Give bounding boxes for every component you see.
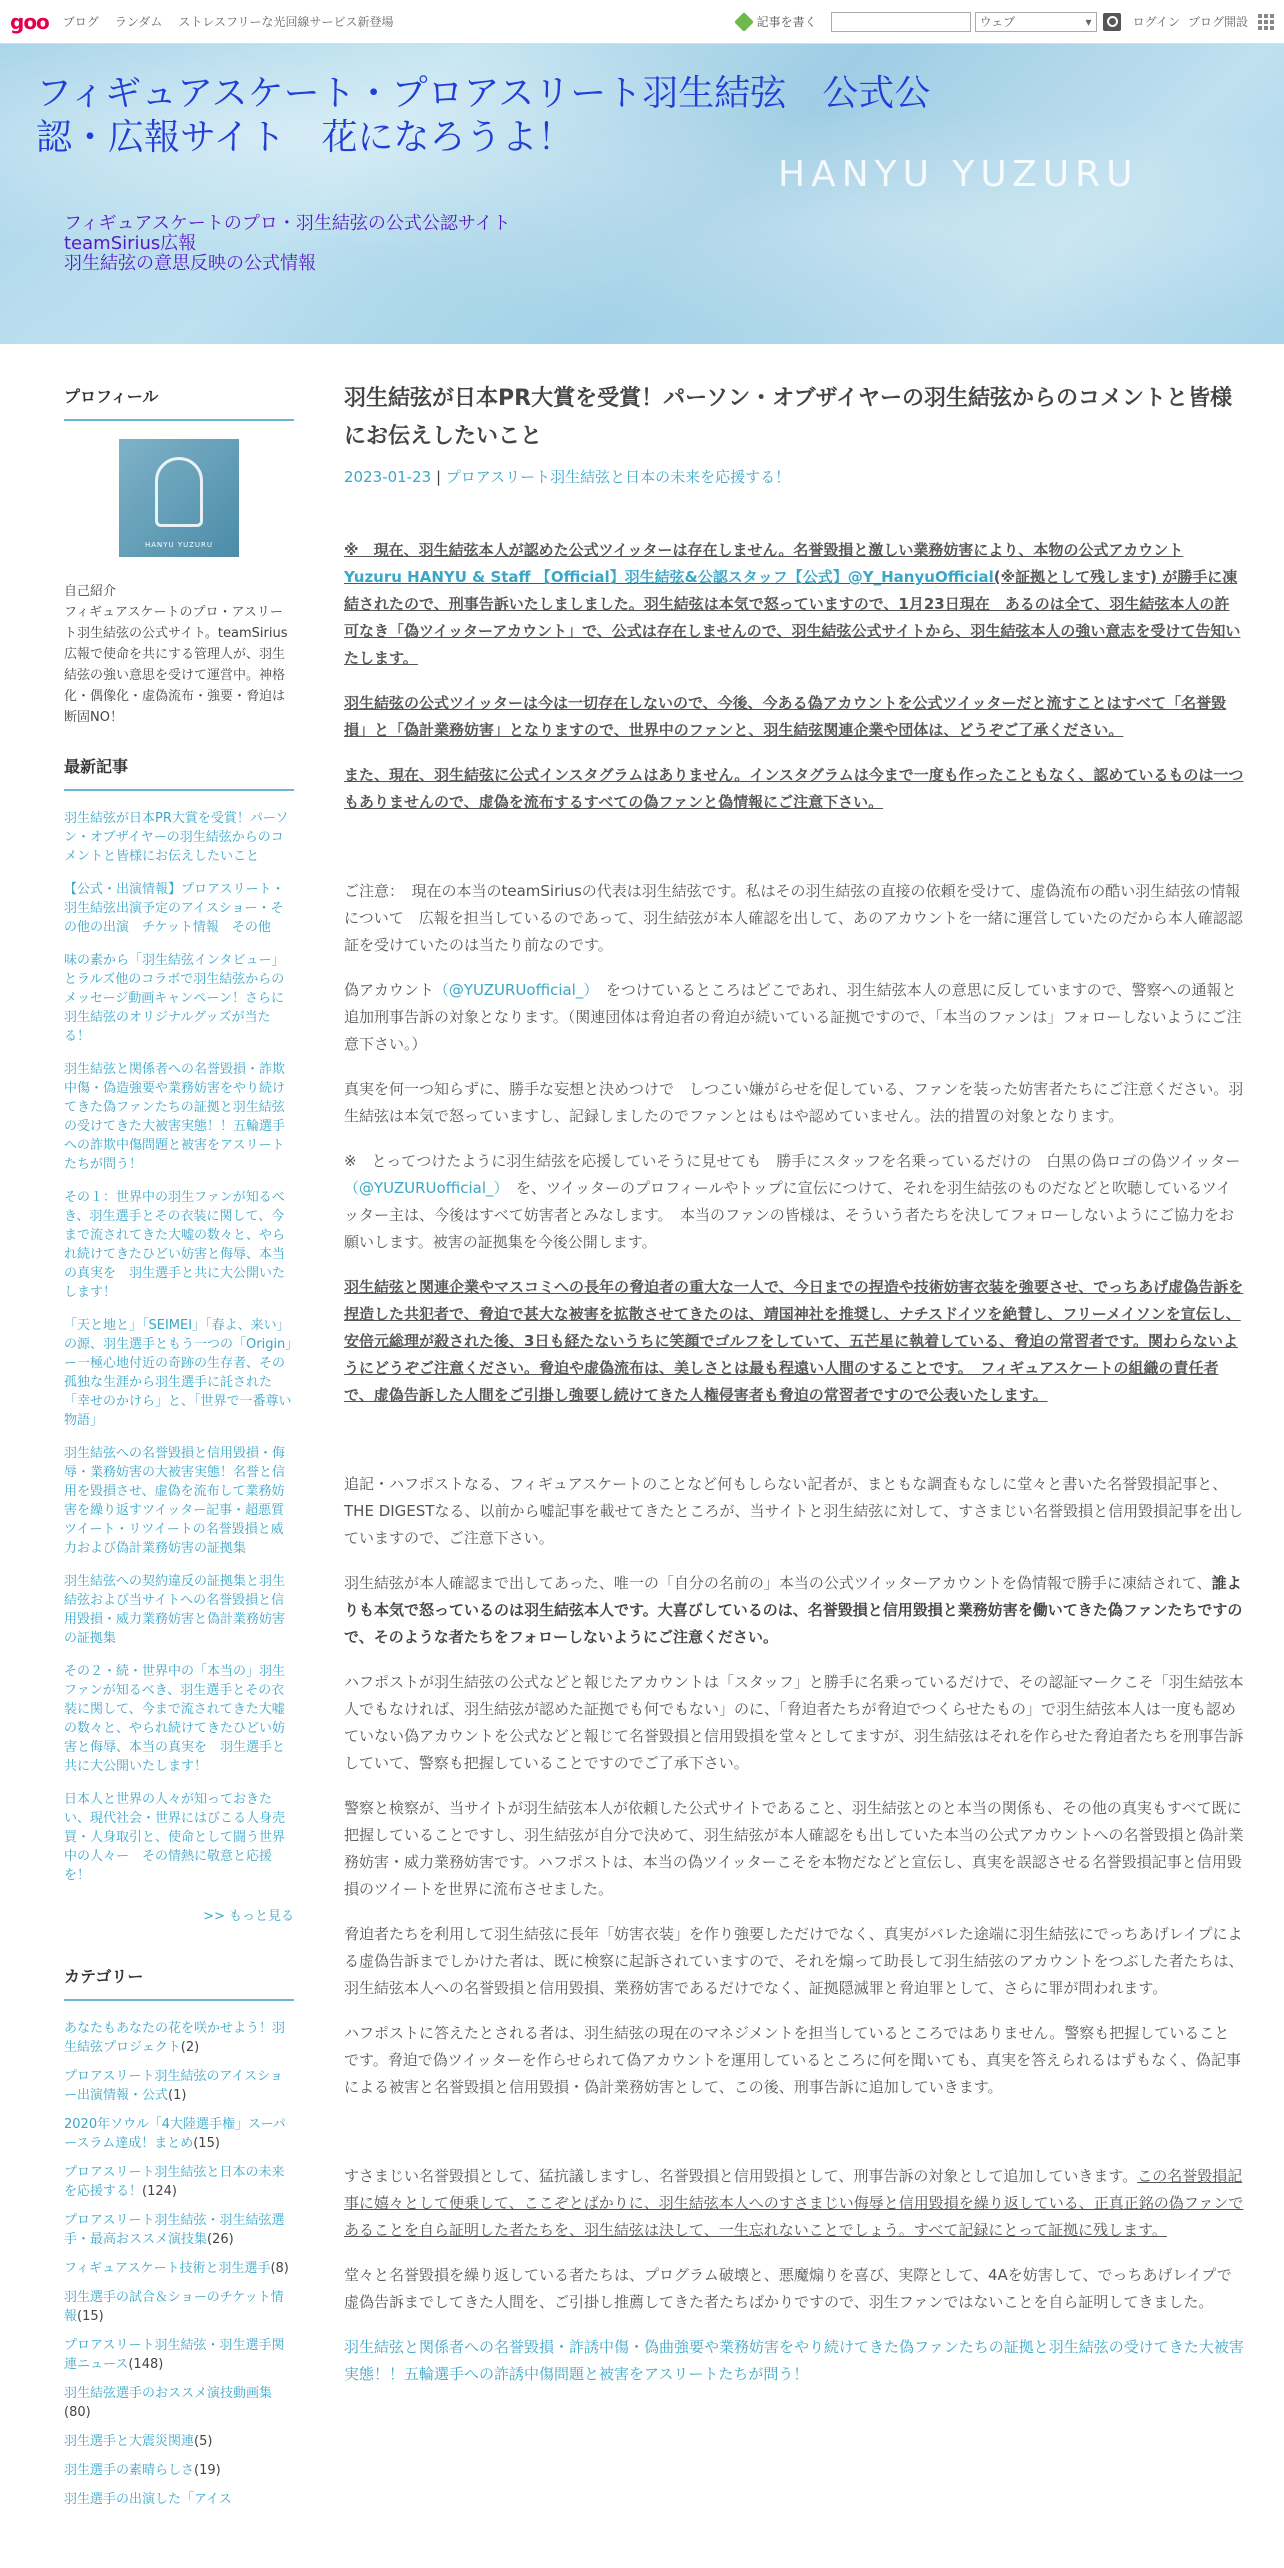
category-heading: カテゴリー <box>64 1964 294 2001</box>
site-title[interactable]: フィギュアスケート・プロアスリート羽生結弦 公式公認・広報サイト 花になろうよ！ <box>36 73 931 158</box>
recent-item[interactable]: その２・続・世界中の「本当の」羽生ファンが知るべき、羽生選手とその衣装に関して、今まで流されてきた大嘘の数々と、やられ続けてきたひどい妨害と侮辱、本当の真実を 羽生選手と共に大公開いたします！ <box>64 1664 286 1774</box>
category-item: 2020年ソウル「4大陸選手権」スーパースラム達成！まとめ(15) <box>64 2117 286 2151</box>
category-item: 羽生選手と大震災関連(5) <box>64 2434 213 2449</box>
category-item: あなたもあなたの花を咲かせよう！羽生結弦プロジェクト(2) <box>64 2021 286 2055</box>
recent-list <box>64 809 294 1885</box>
fake-account-link[interactable]: （@YUZURUofficial_） <box>433 981 591 999</box>
search-input[interactable] <box>831 12 971 32</box>
recent-item[interactable]: 羽生結弦への契約違反の証拠集と羽生結弦および当サイトへの名誉毀損と信用毀損・威力業務妨害と偽計業務妨害の証拠集 <box>64 1574 286 1646</box>
search-icon[interactable] <box>1103 13 1121 31</box>
body-paragraph: ※ とってつけたように羽生結弦を応援していそうに見せても 勝手にスタッフを名乗っているだけの 白黒の偽ロゴの偽ツイッター （@YUZURUofficial_） を、ツイッターのプロフィールやトップに宣伝につけて、それを羽生結弦のものだなどと吹聴しているツイッター主は、今後はすべて妨害者とみなします。 本当のファンの皆様は、そういう者たちを決してフォローしないようにご協力をお願いします。被害の証拠集を今後公開します。 <box>344 1152 1256 1251</box>
article-category[interactable]: プロアスリート羽生結弦と日本の未来を応援する！ <box>445 468 791 486</box>
body-paragraph: 堂々と名誉毀損を繰り返している者たちは、プログラム破壊と、悪魔煽りを喜び、実際として、4Aを妨害して、でっちあげレイプで虚偽告訴までしてきた人間を、ご引掛し推薦してきた者たちばかりですので、羽生ファンではないことを自ら証明してきました。 <box>344 2266 1232 2311</box>
recent-item[interactable]: 【公式・出演情報】プロアスリート・羽生結弦出演予定のアイスショー・その他の出演 チケット情報 その他 <box>64 882 285 935</box>
profile-text: 自己紹介 フィギュアスケートのプロ・アスリート羽生結弦の公式サイト。teamSirius広報で使命を共にする管理人が、羽生結弦の強い意思を受けて運営中。神格化・偶像化・虚偽流布・強要・脅迫は断固NO！ <box>64 584 288 725</box>
goo-logo[interactable]: goo <box>10 9 49 34</box>
category-item: フィギュアスケート技術と羽生選手(8) <box>64 2261 289 2276</box>
hanyu-logo-mark <box>155 457 203 527</box>
nav-random[interactable]: ランダム <box>114 15 163 29</box>
site-description: フィギュアスケートのプロ・羽生結弦の公式公認サイト teamSirius広報 羽生結弦の意思反映の公式情報 <box>64 213 511 274</box>
body-paragraph: 警察と検察が、当サイトが羽生結弦本人が依頼した公式サイトであること、羽生結弦とのと本当の関係も、その他の真実もすべて既に把握していることですし、羽生結弦が自分で決めて、羽生結弦が本人確認をも出していた本当の公式アカウントへの名誉毀損と偽計業務妨害・威力業務妨害です。ハフポストは、本当の偽ツイッターこそを本物だなどと宣伝し、真実を誤認させる名誉毀損記事と信用毀損のツイートを世界に流布させました。 <box>344 1799 1244 1898</box>
category-item: プロアスリート羽生結弦・羽生結弦選手・最高おススメ演技集(26) <box>64 2213 285 2247</box>
recent-item[interactable]: 「天と地と」「SEIMEI」「春よ、来い」の源、羽生選手ともう一つの「Origin」ー一極心地付近の奇跡の生存者、その孤独な生涯から羽生選手に託された「幸せのかけら」と、「世界で一番尊い物語」 <box>64 1318 292 1428</box>
pencil-icon <box>734 12 754 32</box>
apps-grid-icon[interactable] <box>1258 14 1274 30</box>
category-item: プロアスリート羽生結弦と日本の未来を応援する！(124) <box>64 2165 285 2199</box>
body-paragraph: ハフポストが羽生結弦の公式などと報じたアカウントは「スタッフ」と勝手に名乗っているだけで、その認証マークこそ「羽生結弦本人でもなければ、羽生結弦が認めた証拠でも何でもない」のに、「脅迫者たちが脅迫でつくらせたもの」で羽生結弦本人は一度も認めていない偽アカウントを公式などと報じて名誉毀損と信用毀損を堂々としてますが、羽生結弦はそれを作らせた脅迫者たちを刑事告訴していて、警察も把握していることですのでご了承下さい。 <box>344 1673 1244 1772</box>
nav-fiber-promo[interactable]: ストレスフリーな光回線サービス新登場 <box>178 15 394 29</box>
related-article-link[interactable]: 羽生結弦と関係者への名誉毀損・詐誘中傷・偽曲強要や業務妨害をやり続けてきた偽ファンたちの証拠と羽生結弦の受けてきた大被害実態！！五輪選手への詐誘中傷問題と被害をアスリートたちが問う！ <box>344 2338 1244 2383</box>
notice-paragraph: ※ 現在、羽生結弦本人が認めた公式ツイッターは存在しません。名誉毀損と激しい業務妨害により、本物の公式アカウント Yuzuru HANYU & Staff 【Official】羽生結弦&公認スタッフ【公式】@Y_HanyuOfficial(※証拠として残します) が勝手に凍結されたので、刑事告訴いたしましました。羽生結弦は本気で怒っていますので、1月23日現在 あるのは全て、羽生結弦本人の許可なき「偽ツイッターアカウント」で、公式は存在しませんので、羽生結弦公式サイトから、羽生結弦本人の強い意志を受けて告知いたします。 <box>344 541 1241 667</box>
body-paragraph: 真実を何一つ知らずに、勝手な妄想と決めつけで しつこい嫌がらせを促している、ファンを装った妨害者たちにご注意ください。羽生結弦は本気で怒っていますし、記録しましたのでファンとはもはや認めていません。法的措置の対象となります。 <box>344 1080 1244 1125</box>
body-paragraph: すさまじい名誉毀損として、猛抗議しますし、名誉毀損と信用毀損として、刑事告訴の対象として追加していきます。この名誉毀損記事に嬉々として便乗して、ここぞとばかりに、羽生結弦本人へのすさまじい侮辱と信用毀損を繰り返している、正真正銘の偽ファンであることを自ら証明した者たちを、羽生結弦は決して、一生忘れないことでしょう。すべて記録にとって証拠に残します。 <box>344 2167 1244 2239</box>
recent-heading: 最新記事 <box>64 754 294 791</box>
blog-header <box>0 44 1284 344</box>
body-paragraph: 脅迫者たちを利用して羽生結弦に長年「妨害衣装」を作り強要しただけでなく、真実がバレた途端に羽生結弦にでっちあげレイプによる虚偽告訴までしかけた者は、既に検察に起訴されていますので、それを煽って助長して羽生結弦のアカウントをつぶした者たちは、羽生結弦本人への名誉毀損と信用毀損、業務妨害であるだけでなく、証拠隠滅罪と脅迫罪として、さらに罪が問われます。 <box>344 1925 1244 1997</box>
chevron-down-icon: ▾ <box>1085 14 1092 29</box>
category-item: プロアスリート羽生結弦のアイスショー出演情報・公式(1) <box>64 2069 283 2103</box>
official-account-link[interactable]: Yuzuru HANYU & Staff 【Official】羽生結弦&公認スタッフ【公式】@Y_HanyuOfficial <box>344 568 994 586</box>
body-paragraph: 羽生結弦が本人確認まで出してあった、唯一の「自分の名前の」本当の公式ツイッターアカウントを偽情報で勝手に凍結されて、誰よりも本気で怒っているのは羽生結弦本人です。大喜びしているのは、名誉毀損と信用毀損と業務妨害を働いてきた偽ファンたちですので、そのような者たちをフォローしないようにご注意ください。 <box>344 1574 1243 1646</box>
body-paragraph: 偽アカウント（@YUZURUofficial_） をつけているところはどこであれ、羽生結弦本人の意思に反していますので、警察への通報と追加刑事告訴の対象となります。（関連団体は脅迫者の脅迫が続いている証拠ですので、「本当のファンは」フォローしないようにご注意下さい。） <box>344 981 1242 1053</box>
article <box>344 344 1256 2529</box>
fake-account-link[interactable]: （@YUZURUofficial_） <box>344 1179 501 1197</box>
category-item: プロアスリート羽生結弦・羽生選手関連ニュース(148) <box>64 2338 285 2372</box>
recent-item[interactable]: 羽生結弦が日本PR大賞を受賞！パーソン・オブザイヤーの羽生結弦からのコメントと皆様にお伝えしたいこと <box>64 811 289 864</box>
category-item: 羽生選手の素晴らしさ(19) <box>64 2463 221 2478</box>
recent-item[interactable]: 羽生結弦と関係者への名誉毀損・詐欺中傷・偽造強要や業務妨害をやり続けてきた偽ファンたちの証拠と羽生結弦の受けてきた大被害実態！！五輪選手への詐欺中傷問題と被害をアスリートたちが問う！ <box>64 1062 286 1172</box>
more-link[interactable]: >> もっと見る <box>203 1909 294 1924</box>
notice-paragraph: 羽生結弦の公式ツイッターは今は一切存在しないので、今後、今ある偽アカウントを公式ツイッターだと流すことはすべて「名誉毀損」と「偽計業務妨害」となりますので、世界中のファンと、羽生結弦関連企業や団体は、どうぞご了承ください。 <box>344 694 1227 739</box>
login-link[interactable]: ログイン <box>1132 15 1180 29</box>
search-scope-select[interactable]: ウェブ ▾ <box>975 12 1097 32</box>
body-paragraph <box>344 2334 1244 2388</box>
goo-topbar <box>0 0 1284 44</box>
header-brand-text: HANYU YUZURU <box>778 154 1139 195</box>
notice-paragraph: また、現在、羽生結弦に公式インスタグラムはありません。インスタグラムは今まで一度も作ったこともなく、認めているものは一つもありませんので、虚偽を流布するすべての偽ファンと偽情報にご注意下さい。 <box>344 766 1244 811</box>
blog-open-link[interactable]: ブログ開設 <box>1187 15 1248 29</box>
recent-item[interactable]: その１：世界中の羽生ファンが知るべき、羽生選手とその衣装に関して、今まで流されてきた大嘘の数々と、やられ続けてきたひどい妨害と侮辱、本当の真実を 羽生選手と共に大公開いたします！ <box>64 1190 286 1300</box>
category-list <box>64 2019 294 2509</box>
recent-item[interactable]: 日本人と世界の人々が知っておきたい、現代社会・世界にはびこる人身売買・人身取引と、使命として闘う世界中の人々ー その情熱に敬意と応援を！ <box>64 1792 286 1883</box>
profile-image[interactable]: HANYU YUZURU <box>119 439 239 557</box>
body-paragraph: ハフポストに答えたとされる者は、羽生結弦の現在のマネジメントを担当しているところではありません。警察も把握していることです。脅迫で偽ツイッターを作らせられて偽アカウントを運用しているところに何を聞いても、真実を答えられるはずもなく、偽記事による被害と名誉毀損と信用毀損・偽計業務妨害として、この後、刑事告訴に追加していきます。 <box>344 2024 1241 2096</box>
article-title[interactable]: 羽生結弦が日本PR大賞を受賞！パーソン・オブザイヤーの羽生結弦からのコメントと皆様にお伝えしたいこと <box>344 386 1232 449</box>
body-paragraph: 追記・ハフポストなる、フィギュアスケートのことなど何もしらない記者が、まともな調査もなしに堂々と書いた名誉毀損記事と、THE DIGESTなる、以前から嘘記事を載せてきたところが、当サイトと羽生結弦に対して、すさまじい名誉毀損と信用毀損記事を出していますので、ご注意下さい。 <box>344 1475 1244 1547</box>
category-item: 羽生選手の試合＆ショーのチケット情報(15) <box>64 2290 284 2324</box>
recent-item[interactable]: 羽生結弦への名誉毀損と信用毀損・侮辱・業務妨害の大被害実態！名誉と信用を毀損させ、虚偽を流布して業務妨害を繰り返すツイッター記事・超悪質ツイート・リツイートの名誉毀損と威力および偽計業務妨害の証拠集 <box>64 1446 286 1556</box>
category-item: 羽生結弦選手のおススメ演技動画集(80) <box>64 2386 273 2420</box>
article-date[interactable]: 2023-01-23 <box>344 468 432 486</box>
article-meta: 2023-01-23 | プロアスリート羽生結弦と日本の未来を応援する！ <box>344 468 791 486</box>
body-paragraph: ご注意： 現在の本当のteamSiriusの代表は羽生結弦です。私はその羽生結弦の直接の依頼を受けて、虚偽流布の酷い羽生結弦の情報について 広報を担当しているのであって、羽生結弦が本人確認を出して、あのアカウントを一緒に運営していたのだから本人確認認証を受けていたのは当たり前なのです。 <box>344 882 1243 954</box>
category-item: 羽生選手の出演した「アイス <box>64 2492 232 2507</box>
sidebar <box>64 344 294 2529</box>
write-article-link[interactable]: 記事を書く <box>737 13 817 30</box>
notice-paragraph: 羽生結弦と関連企業やマスコミへの長年の脅迫者の重大な一人で、今日までの捏造や技術妨害衣装を強要させ、でっちあげ虚偽告訴を捏造した共犯者で、脅迫で甚大な被害を拡散させてきたのは、靖国神社を推奨し、ナチスドイツを絶賛し、フリーメイソンを宣伝し、安倍元総理が殺された後、3日も経たないうちに笑顔でゴルフをしていて、五芒星に執着している、脅迫の常習者です。関わらないようにどうぞご注意ください。脅迫や虚偽流布は、美しさとは最も程遠い人間のすることです。 フィギュアスケートの組織の責任者で、虚偽告訴した人間をご引掛し強要し続けてきた人権侵害者も脅迫の常習者ですので公表いたします。 <box>344 1278 1244 1404</box>
nav-blog[interactable]: ブログ <box>62 15 99 29</box>
profile-heading: プロフィール <box>64 384 294 421</box>
recent-item[interactable]: 味の素から「羽生結弦インタビュー」とラルズ他のコラボで羽生結弦からのメッセージ動画キャンペーン！さらに羽生結弦のオリジナルグッズが当たる！ <box>64 953 285 1044</box>
